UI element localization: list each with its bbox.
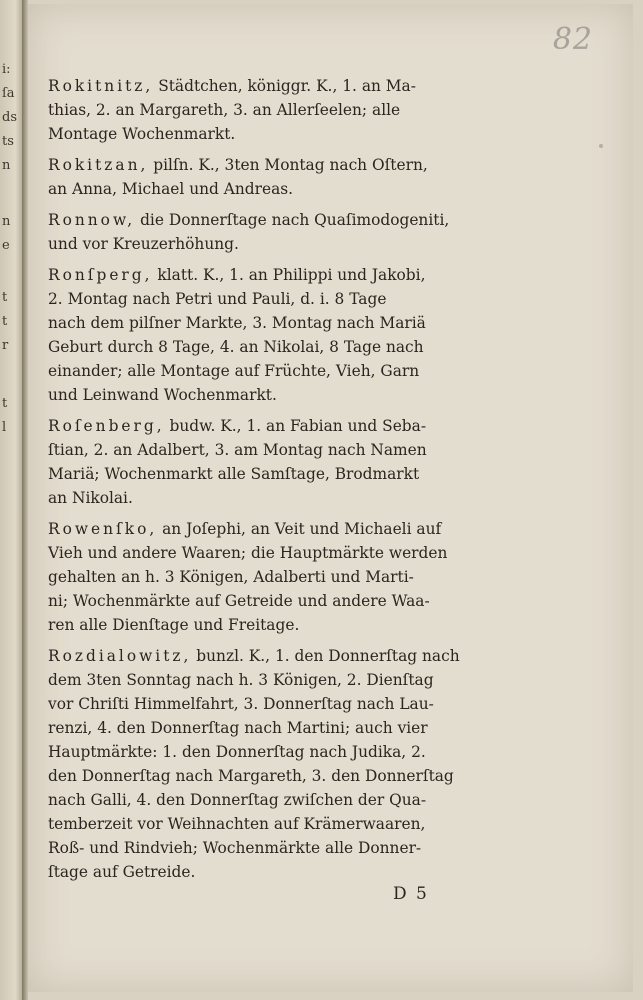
- book-page: [28, 4, 633, 992]
- market-entry: [48, 414, 583, 510]
- market-entry: [48, 74, 583, 146]
- left-page-fragment: ts: [2, 134, 14, 149]
- market-entry: [48, 517, 583, 637]
- market-entry: [48, 263, 583, 407]
- entry-text: Städtchen, königgr. K., 1. an Ma- thias, 2. an Margareth, 3. an Allerſeelen; alle Montage Wochenmarkt.: [48, 77, 416, 143]
- market-entry: [48, 208, 583, 256]
- entry-place-name: Ronſperg,: [48, 266, 153, 284]
- entry-text: pilſn. K., 3ten Montag nach Oſtern, an Anna, Michael und Andreas.: [48, 156, 428, 198]
- left-page-fragment: n: [2, 214, 11, 229]
- paper-speck: [599, 144, 603, 148]
- entry-text: klatt. K., 1. an Philippi und Jakobi, 2. Montag nach Petri und Pauli, d. i. 8 Tage nach dem pilſner Markte, 3. Montag nach Mariä Geburt durch 8 Tage, 4. an Nikolai, 8 Tage nach einander; alle Montage auf Früchte, Vieh, Garn und Leinwand Wochenmarkt.: [48, 266, 426, 404]
- signature-mark: D 5: [393, 884, 429, 904]
- left-page-fragment: ſa: [2, 86, 15, 101]
- folio-number: 82: [552, 22, 593, 57]
- left-page-fragment: t: [2, 290, 8, 305]
- left-page-fragment: t: [2, 314, 8, 329]
- entry-text: an Joſephi, an Veit und Michaeli auf Vieh und andere Waaren; die Hauptmärkte werden gehalten an h. 3 Königen, Adalberti und Marti- ni; Wochenmärkte auf Getreide und andere Waa- ren alle Dienſtage und Freitage.: [48, 520, 448, 634]
- market-entry: [48, 153, 583, 201]
- entry-place-name: Rozdialowitz,: [48, 647, 192, 665]
- entry-place-name: Rokitnitz,: [48, 77, 154, 95]
- entry-place-name: Ronnow,: [48, 211, 136, 229]
- entry-place-name: Roſenberg,: [48, 417, 165, 435]
- entry-list: [48, 74, 583, 891]
- left-page-fragment: i:: [2, 62, 11, 77]
- entry-text: bunzl. K., 1. den Donnerſtag nach dem 3ten Sonntag nach h. 3 Königen, 2. Dienſtag vor Chriſti Himmelfahrt, 3. Donnerſtag nach Lau- renzi, 4. den Donnerſtag nach Martini; auch vier Hauptmärkte: 1. den Donnerſtag nach Judika, 2. den Donnerſtag nach Margareth, 3. den Donnerſtag nach Galli, 4. den Donnerſtag zwiſchen der Qua- temberzeit vor Weihnachten auf Krämerwaaren, Roß- und Rindvieh; Wochenmärkte alle Donner- ſtage auf Getreide.: [48, 647, 460, 881]
- entry-place-name: Rokitzan,: [48, 156, 149, 174]
- entry-text: budw. K., 1. an Fabian und Seba- ſtian, 2. an Adalbert, 3. am Montag nach Namen Mariä; Wochenmarkt alle Samſtage, Brodmarkt an Nikolai.: [48, 417, 427, 507]
- left-page-edge: [0, 0, 23, 1000]
- entry-place-name: Rowenſko,: [48, 520, 158, 538]
- left-page-fragment: e: [2, 238, 10, 253]
- left-page-fragment: l: [2, 420, 7, 435]
- left-page-fragment: t: [2, 396, 8, 411]
- left-page-fragment: r: [2, 338, 9, 353]
- left-page-fragment: ds: [2, 110, 17, 125]
- entry-text: die Donnerſtage nach Quaſimodogeniti, und vor Kreuzerhöhung.: [48, 211, 450, 253]
- market-entry: [48, 644, 583, 884]
- left-page-fragment: n: [2, 158, 11, 173]
